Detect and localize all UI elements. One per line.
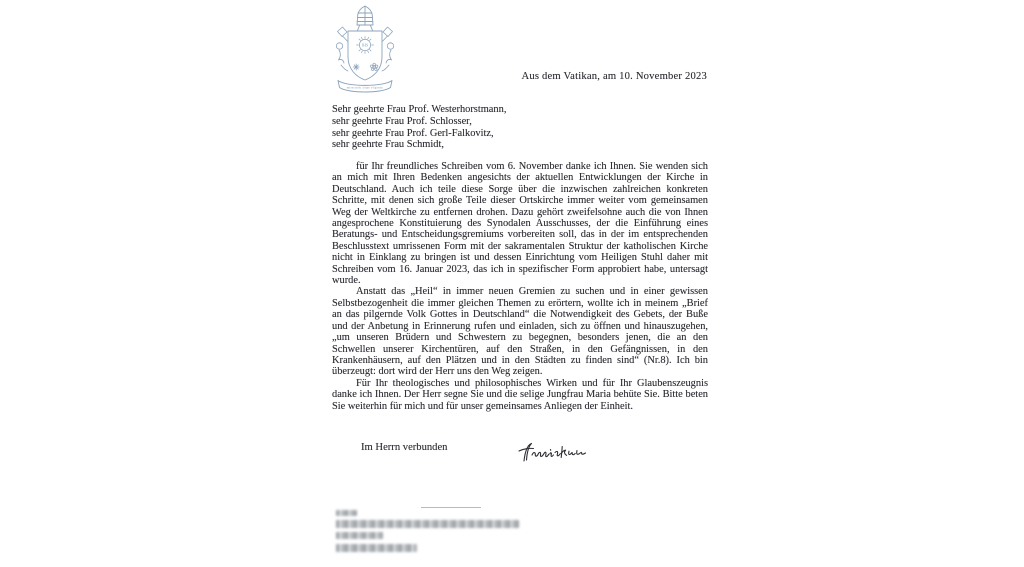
signature-franziskus [514, 438, 590, 468]
redacted-address-line [336, 510, 357, 516]
svg-text:IHS: IHS [361, 42, 369, 48]
salutation-line: sehr geehrte Frau Schmidt, [332, 139, 444, 151]
redacted-address-line [336, 532, 383, 539]
salutation-line: sehr geehrte Frau Prof. Gerl-Falkovitz, [332, 127, 494, 139]
letter-body [332, 161, 708, 412]
mitre-icon [357, 6, 373, 31]
body-paragraph: Anstatt das „Heil“ in immer neuen Gremien zu suchen und in einer gewissen Selbstbezogenheit die immer gleichen Themen zu erörtern, wollte ich in meinem „Brief an das pilgernde Volk Gottes in Deutschland“ die Notwendigkeit des Gebets, der Buße und der Anbetung in Erinnerung rufen und einladen, sich zu öffnen und hinauszugehen, „um unseren Brüdern und Schwestern zu begegnen, besonders jenen, die an den Schwellen unserer Kirchentüren, auf den Straßen, in den Gefängnissen, in den Krankenhäusern, auf den Plätzen und in den Städten zu finden sind“ (Nr.8). Ich bin überzeugt: dort wird der Herr uns den Weg zeigen. [332, 286, 708, 378]
redacted-address-line [336, 520, 519, 528]
redacted-address-line [336, 544, 417, 552]
address-rule [421, 507, 481, 508]
motto-banner [338, 81, 392, 93]
svg-text:miserando atque eligendo: miserando atque eligendo [346, 85, 384, 90]
body-paragraph: für Ihr freundliches Schreiben vom 6. November danke ich Ihnen. Sie wenden sich an mich mit Ihren Bedenken angesichts der aktuellen Entwicklungen der Kirche in Deutschland. Auch ich teile diese Sorge über die inzwischen zahlreichen konkreten Schritte, mit denen sich große Teile dieser Ortskirche immer weiter vom gemeinsamen Weg der Weltkirche zu entfernen drohen. Dazu gehört zweifelsohne auch die von Ihnen angesprochene Konstituierung des Synodalen Ausschusses, der die Einführung eines Beratungs- und Entscheidungsgremiums vorbereiten soll, das in der im entsprechenden Beschlusstext umrissenen Form mit der sakramentalen Struktur der katholischen Kirche nicht in Einklang zu bringen ist und dessen Einrichtung vom Heiligen Stuhl daher mit Schreiben vom 16. Januar 2023, das ich in spezifischer Form approbiert habe, untersagt wurde. [332, 161, 708, 287]
salutation-block [332, 104, 506, 151]
salutation-line: Sehr geehrte Frau Prof. Westerhorstmann, [332, 104, 507, 115]
closing-phrase: Im Herrn verbunden [361, 442, 448, 453]
salutation-line: sehr geehrte Frau Prof. Schlosser, [332, 115, 472, 127]
body-paragraph: Für Ihr theologisches und philosophisches Wirken und für Ihr Glaubenszeugnis danke ich Ihnen. Der Herr segne Sie und die selige Jungfrau Maria behüte Sie. Bitte beten Sie weiterhin für mich und für unser gemeinsames Anliegen der Einheit. [332, 377, 708, 412]
star-icon [353, 64, 359, 70]
date-line: Aus dem Vatikan, am 10. November 2023 [521, 71, 707, 82]
